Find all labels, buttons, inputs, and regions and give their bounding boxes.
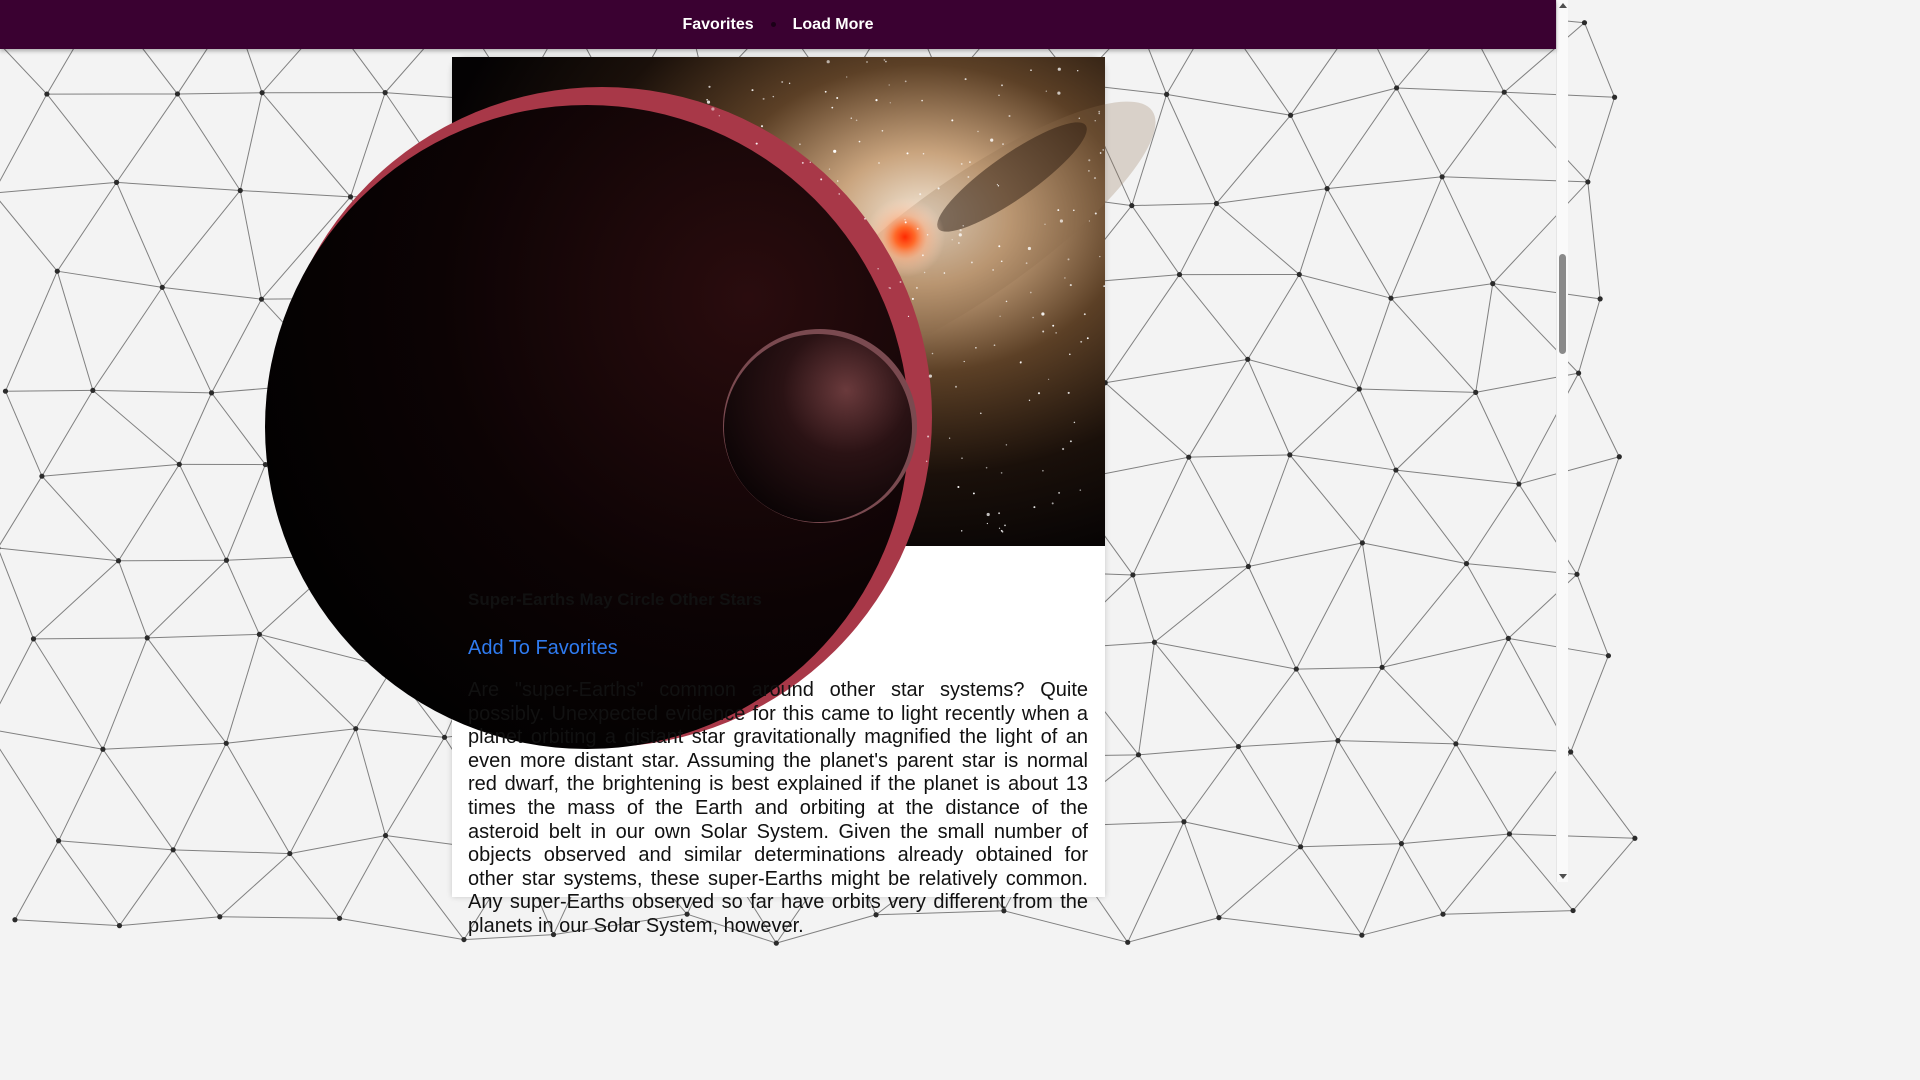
page-scrollbar[interactable]: [1556, 0, 1568, 882]
top-navbar: [0, 0, 1556, 49]
card-explanation: Are "super-Earths" common around other star systems? Quite possibly. Unexpected evidence for this came to light recently when a planet orbiting a distant star gravitationally magnified the light of an even more distant star. Assuming the planet's parent star is normal red dwarf, the brightening is best explained if the planet is about 13 times the mass of the Earth and orbiting at the distance of the asteroid belt in our own Solar System. Given the small number of objects observed and similar determinations already obtained for other star systems, these super-Earths might be relatively common. Any super-Earths observed so far have orbits very different from the planets in our Solar System, however.: [468, 679, 1088, 937]
scroll-up-arrow-icon[interactable]: [1559, 3, 1567, 8]
load-more-link[interactable]: Load More: [792, 15, 874, 33]
apod-card: [452, 57, 1105, 937]
nav-separator-dot: [771, 22, 776, 27]
space-image[interactable]: [452, 57, 1105, 546]
add-to-favorites-link[interactable]: Add To Favorites: [468, 637, 618, 659]
scroll-down-arrow-icon[interactable]: [1559, 874, 1567, 879]
card-title: Super-Earths May Circle Other Stars: [468, 590, 762, 609]
favorites-link[interactable]: Favorites: [682, 15, 754, 33]
scrollbar-thumb[interactable]: [1559, 254, 1566, 354]
